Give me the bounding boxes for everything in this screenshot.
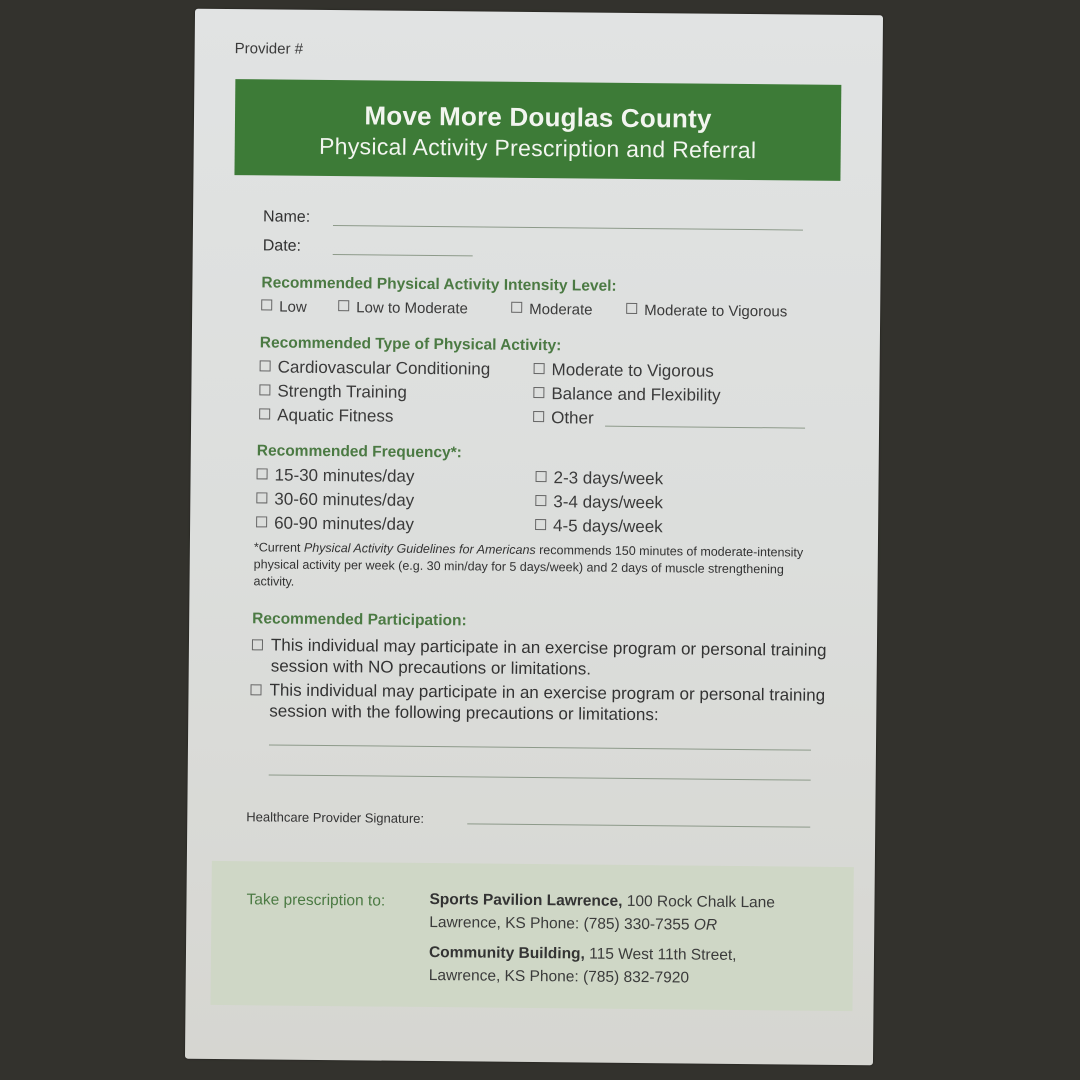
checkbox-icon xyxy=(256,516,267,527)
date-label: Date: xyxy=(262,237,302,255)
guidelines-footnote: *Current Physical Activity Guidelines for Americans recommends 150 minutes of moderate-intensity physical activity per week (e.g. 30 min/day for 5 days/week) and 2 days of muscle strengthening activity. xyxy=(253,540,804,589)
intensity-moderate-vigorous-checkbox[interactable]: Moderate to Vigorous xyxy=(626,302,787,321)
activity-other-checkbox[interactable]: Other xyxy=(533,408,594,429)
date-field[interactable] xyxy=(333,254,473,256)
intensity-low-moderate-checkbox[interactable]: Low to Moderate xyxy=(338,299,468,317)
name-label: Name: xyxy=(262,208,311,226)
checkbox-icon xyxy=(338,300,349,311)
checkbox-icon xyxy=(534,363,545,374)
participation-no-limitations-checkbox[interactable]: This individual may participate in an exercise program or personal training session with NO precautions or limitations. xyxy=(271,634,831,681)
frequency-60-90-checkbox[interactable]: 60-90 minutes/day xyxy=(256,513,414,535)
form-title: Move More Douglas County xyxy=(364,100,712,134)
frequency-4-5-days-checkbox[interactable]: 4-5 days/week xyxy=(535,516,663,537)
location-info-box xyxy=(210,861,853,1011)
activity-balance-checkbox[interactable]: Balance and Flexibility xyxy=(533,384,720,406)
activity-strength-checkbox[interactable]: Strength Training xyxy=(259,381,407,402)
frequency-30-60-checkbox[interactable]: 30-60 minutes/day xyxy=(256,489,414,511)
intensity-moderate-checkbox[interactable]: Moderate xyxy=(511,301,593,319)
limitations-line-2[interactable] xyxy=(269,774,811,780)
checkbox-icon xyxy=(535,519,546,530)
name-field[interactable] xyxy=(333,225,803,231)
frequency-2-3-days-checkbox[interactable]: 2-3 days/week xyxy=(535,468,663,489)
limitations-line-1[interactable] xyxy=(269,744,811,750)
intensity-low-checkbox[interactable]: Low xyxy=(261,298,307,315)
form-subtitle: Physical Activity Prescription and Referral xyxy=(318,132,757,164)
frequency-3-4-days-checkbox[interactable]: 3-4 days/week xyxy=(535,492,663,513)
activity-cardio-checkbox[interactable]: Cardiovascular Conditioning xyxy=(260,357,491,379)
checkbox-icon xyxy=(626,303,637,314)
checkbox-icon xyxy=(536,471,547,482)
checkbox-icon xyxy=(533,387,544,398)
location-sports-pavilion: Sports Pavilion Lawrence, 100 Rock Chalk Lane Lawrence, KS Phone: (785) 330-7355 OR xyxy=(429,891,776,934)
checkbox-icon xyxy=(535,495,546,506)
participation-heading: Recommended Participation: xyxy=(252,610,467,630)
checkbox-icon xyxy=(250,684,261,695)
signature-field[interactable] xyxy=(467,823,810,827)
participation-with-limitations-checkbox[interactable]: This individual may participate in an exercise program or personal training session with the following precautions or limitations: xyxy=(269,679,829,726)
activity-aquatic-checkbox[interactable]: Aquatic Fitness xyxy=(259,405,393,426)
checkbox-icon xyxy=(261,299,272,310)
frequency-heading: Recommended Frequency*: xyxy=(256,442,462,462)
checkbox-icon xyxy=(259,408,270,419)
checkbox-icon xyxy=(252,639,263,650)
activity-other-field[interactable] xyxy=(605,426,805,429)
provider-number-label: Provider # xyxy=(234,40,304,58)
header-banner xyxy=(234,79,841,181)
frequency-15-30-checkbox[interactable]: 15-30 minutes/day xyxy=(256,465,414,487)
checkbox-icon xyxy=(256,492,267,503)
checkbox-icon xyxy=(533,411,544,422)
checkbox-icon xyxy=(511,302,522,313)
prescription-form xyxy=(185,9,883,1066)
intensity-heading: Recommended Physical Activity Intensity Level: xyxy=(261,274,617,295)
checkbox-icon xyxy=(257,468,268,479)
location-community-building: Community Building, 115 West 11th Street, Lawrence, KS Phone: (785) 832-7920 xyxy=(428,944,737,987)
take-prescription-label: Take prescription to: xyxy=(246,891,386,910)
signature-label: Healthcare Provider Signature: xyxy=(246,809,425,826)
checkbox-icon xyxy=(260,360,271,371)
activity-moderate-vigorous-checkbox[interactable]: Moderate to Vigorous xyxy=(534,360,714,382)
checkbox-icon xyxy=(259,384,270,395)
activity-type-heading: Recommended Type of Physical Activity: xyxy=(259,334,562,355)
